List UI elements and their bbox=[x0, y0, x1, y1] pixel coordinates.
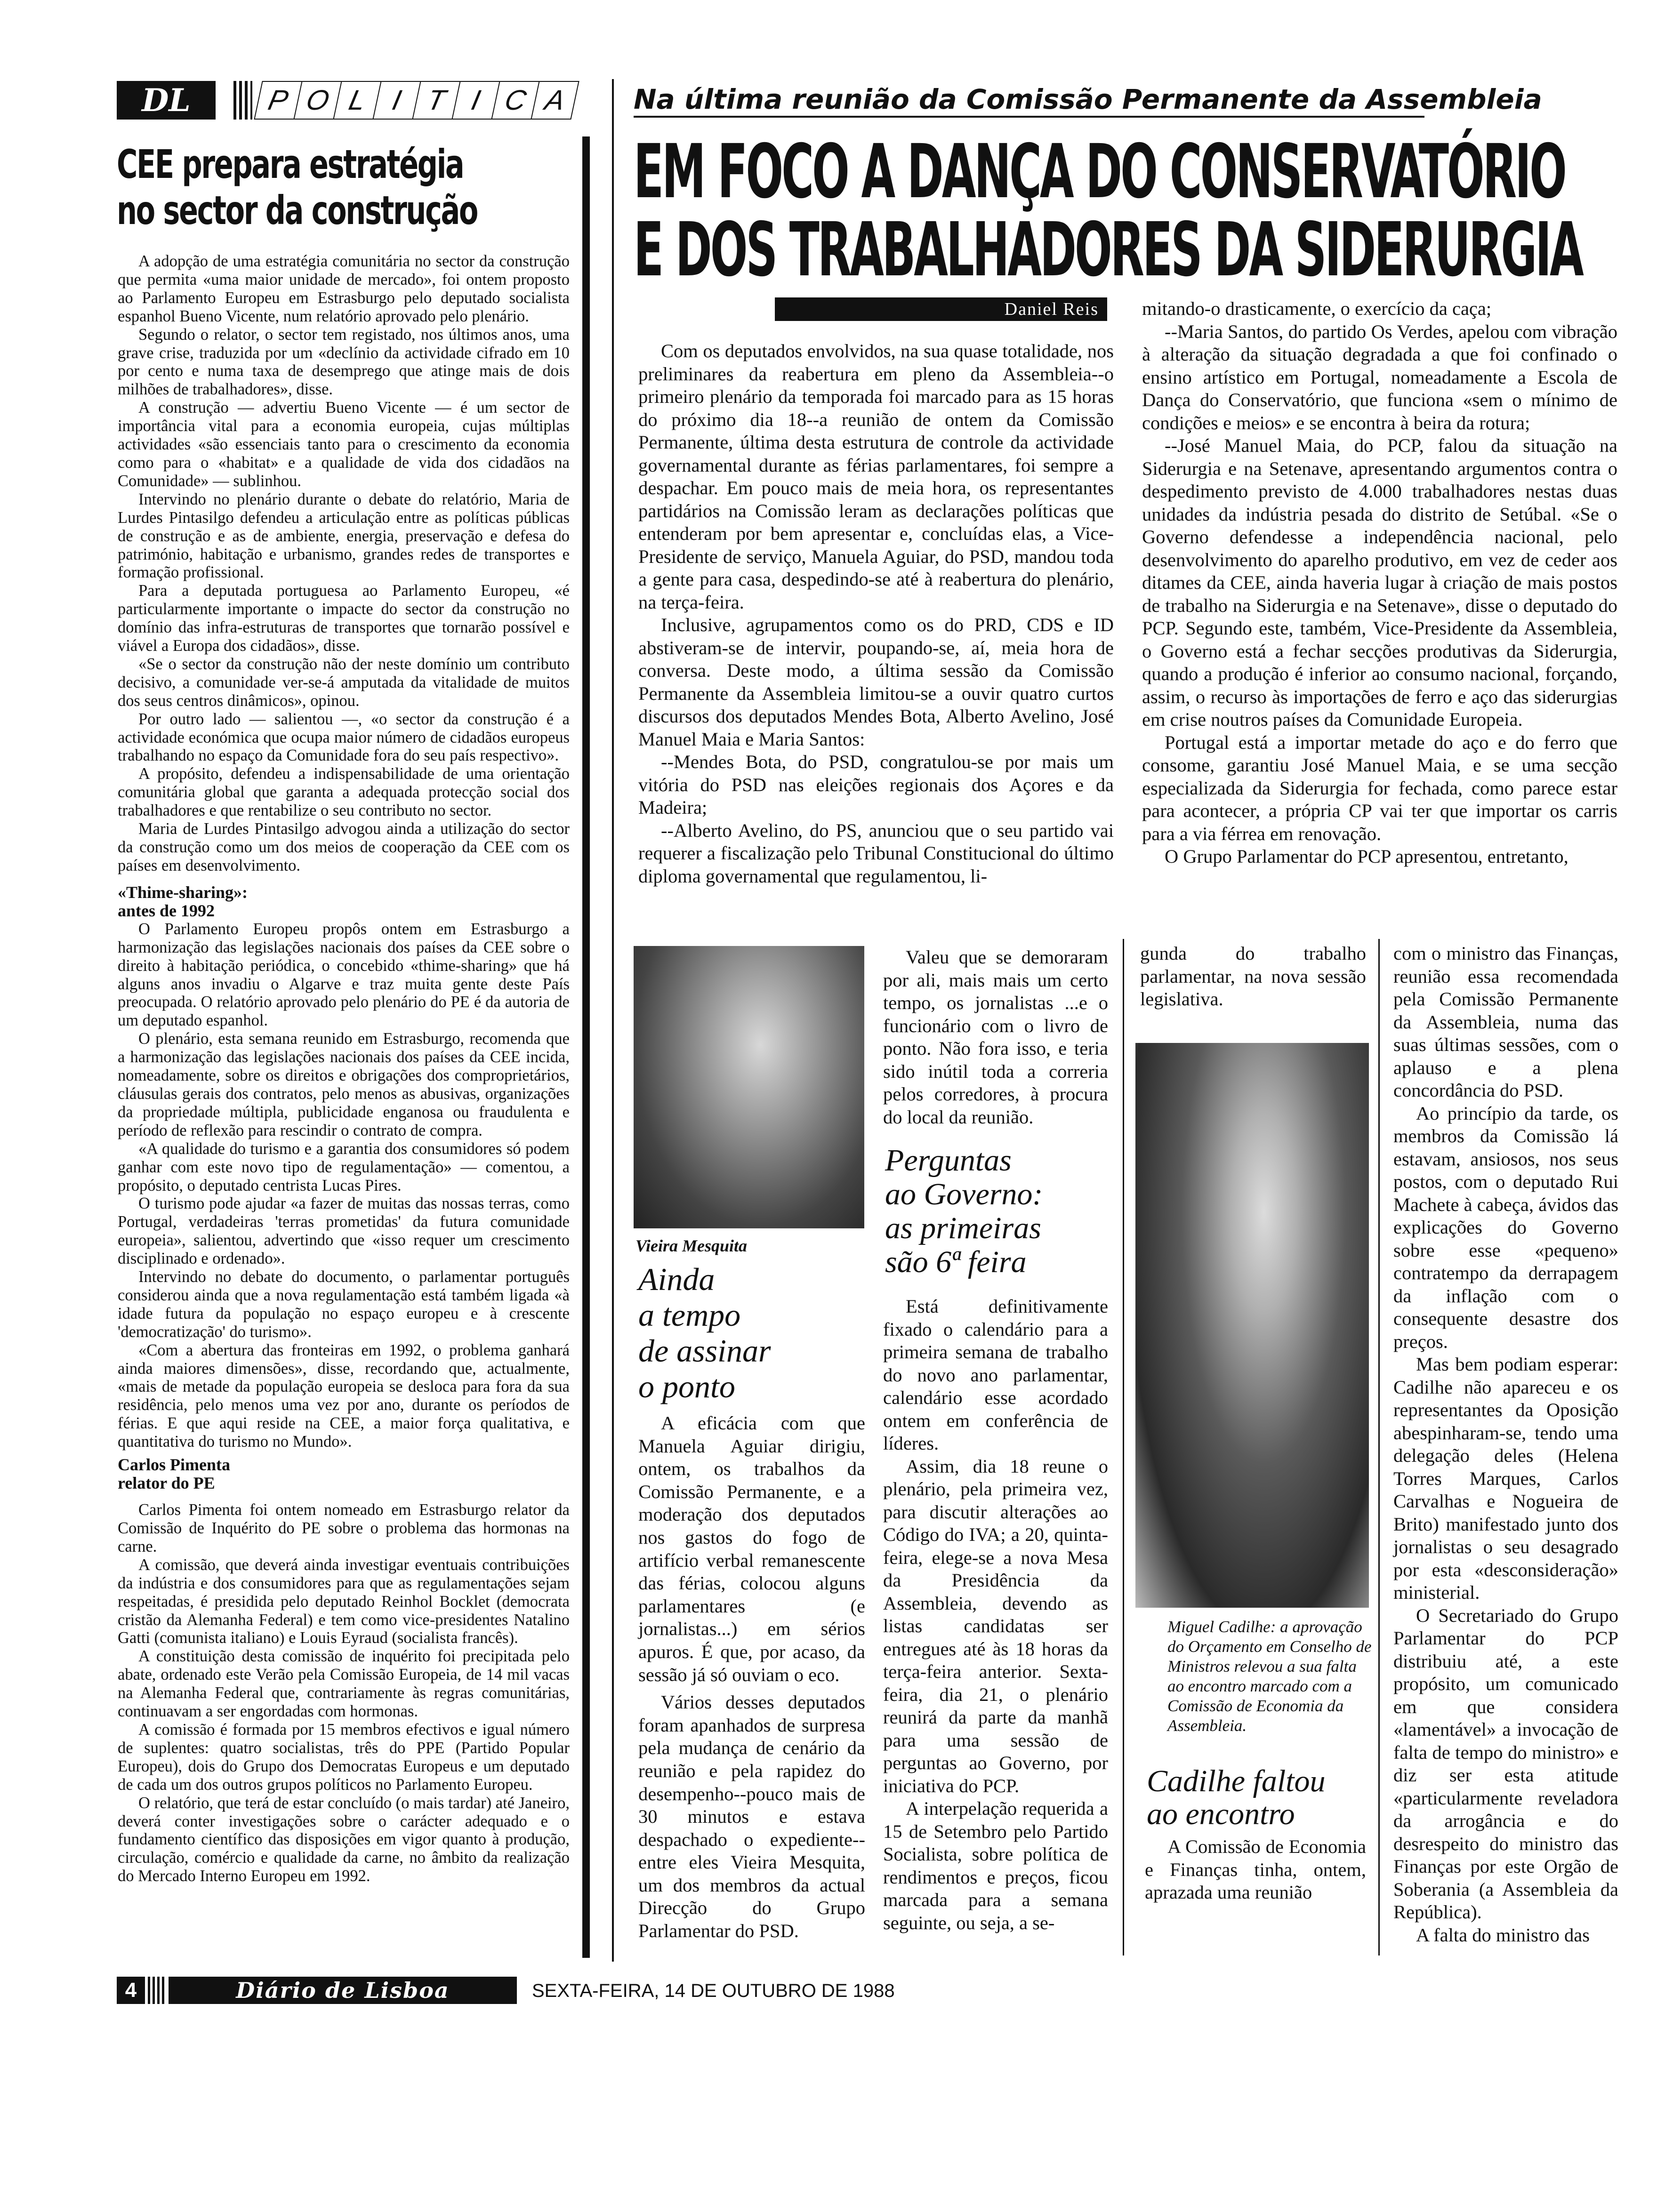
subhead-carlos-pimenta: Carlos Pimenta relator do PE bbox=[118, 1455, 230, 1493]
paragraph: --Alberto Avelino, do PS, anunciou que o seu partido vai requerer a fiscalização pelo Tribunal Constitucional do último diploma governamental que regulamentou, li- bbox=[638, 819, 1114, 887]
sidebar-title-line: as primeiras bbox=[885, 1211, 1041, 1245]
paragraph: --Mendes Bota, do PSD, congratulou-se por mais um vitória do PSD nas eleições regionais dos Açores e da Madeira; bbox=[638, 751, 1114, 818]
paragraph: A construção — advertiu Bueno Vicente — é um sector de importância vital para a economia europeia, cujas múltiplas actividades «são essenciais tanto para o crescimento da economia como para o «habitat» e a qualidade de vida dos cidadãos na Comunidade» — sublinhou. bbox=[118, 399, 570, 490]
sidebar-title-line: são 6ª feira bbox=[885, 1245, 1027, 1279]
paragraph: Intervindo no plenário durante o debate do relatório, Maria de Lurdes Pintasilgo defendeu a articulação entre as políticas públicas de construção e as de ambiente, energia, preservação e defesa do património, habitação e urbanismo, grandes redes de transportes e formação profissional. bbox=[118, 490, 570, 582]
paragraph: «A qualidade do turismo e a garantia dos consumidores só podem ganhar com este novo tipo de regulamentação» — comentou, a propósito, o deputado centrista Lucas Pires. bbox=[118, 1139, 570, 1194]
subhead-thime-sharing: «Thime-sharing»: antes de 1992 bbox=[118, 882, 248, 920]
section-letter: I bbox=[373, 81, 421, 120]
newspaper-name: Diário de Lisboa bbox=[169, 1977, 517, 2004]
section-name bbox=[258, 81, 575, 120]
footer-hatch bbox=[148, 1977, 167, 2004]
paragraph: Assim, dia 18 reune o plenário, pela primeira vez, para discutir alterações ao Código do IVA; a 20, quinta-feira, elege-se a nova Mesa da Presidência da Assembleia, devendo as listas candidatas ser entregues até às 18 horas da terça-feira anterior. Sexta-feira, dia 21, o plenário reunirá da parte da manhã para uma sessão de perguntas ao Governo, por iniciativa do PCP. bbox=[883, 1455, 1108, 1796]
paragraph: Carlos Pimenta foi ontem nomeado em Estrasburgo relator da Comissão de Inquérito do PE sobre o problema das hormonas na carne. bbox=[118, 1501, 570, 1555]
paragraph: Inclusive, agrupamentos como os do PRD, CDS e ID abstiveram-se de intervir, poupando-se, aí, meia hora de conversa. Deste modo, a última sessão da Comissão Permanente da Assembleia limitou-se a ouvir quatro curtos discursos dos deputados Mendes Bota, Alberto Avelino, José Manuel Maia e Maria Santos: bbox=[638, 614, 1114, 750]
column-divider bbox=[582, 136, 590, 1958]
section-letter: P bbox=[254, 81, 302, 120]
headline-line2: E DOS TRABALHADORES DA SIDERURGIA bbox=[634, 207, 1582, 293]
photo1-caption: Vieira Mesquita bbox=[635, 1236, 748, 1255]
photo2-caption: Miguel Cadilhe: a aprovação do Orçamento em Conselho de Ministros relevou a sua falta ao encontro marcado com a Comissão de Economia da Assembleia. bbox=[1167, 1618, 1372, 1735]
paragraph: --José Manuel Maia, do PCP, falou da situação na Siderurgia e na Setenave, apresentando argumentos contra o despedimento previsto de 4.000 trabalhadores nestas duas unidades da indústria pesada do distrito de Setúbal. «Se o Governo defendesse a independência nacional, pelo desenvolvimento do aparelho produtivo, em vez de ceder aos ditames da CEE, ainda haveria lugar à criação de mais postos de trabalho na Siderurgia e na Setenave», disse o deputado do PCP. Segundo este, também, Vice-Presidente da Assembleia, o Governo está a fechar secções produtivas da Siderurgia, quando a produção é inferior ao consumo nacional, forçando, assim, o recurso às importações de ferro e aço das siderurgias em crise noutros países da Comunidade Europeia. bbox=[1142, 435, 1617, 730]
footer bbox=[117, 1977, 1623, 2004]
paragraph: A interpelação requerida a 15 de Setembro pelo Partido Socialista, sobre política de rendimentos e preços, ficou marcada para a semana seguinte, ou seja, a se- bbox=[883, 1798, 1108, 1933]
section-letter: L bbox=[334, 81, 381, 120]
sidebar-title-line: Cadilhe faltou bbox=[1147, 1764, 1326, 1798]
main-left-rule bbox=[612, 79, 614, 1962]
headline-line1: EM FOCO A DANÇA DO CONSERVATÓRIO bbox=[634, 128, 1565, 215]
section-logo: DL bbox=[117, 81, 216, 120]
sidebar-title-line: Perguntas bbox=[885, 1143, 1012, 1178]
sidebar-title-line: Ainda bbox=[638, 1261, 715, 1297]
left-article-title bbox=[117, 141, 486, 233]
paragraph: Intervindo no debate do documento, o parlamentar português considerou ainda que a nova regulamentação está também ligada «à idade futura da população no espaço europeu e à crescente 'democratização' do turismo». bbox=[118, 1268, 570, 1341]
paragraph: «Se o sector da construção não der neste domínio um contributo decisivo, a comunidade ver-se-á amputada da vitalidade de muitos dos seus centros dinâmicos», opinou. bbox=[118, 655, 570, 710]
paragraph: O Grupo Parlamentar do PCP apresentou, entretanto, bbox=[1165, 846, 1569, 867]
left-article-body bbox=[118, 252, 570, 1885]
photo-vieira-mesquita bbox=[634, 946, 864, 1228]
paragraph: Ao princípio da tarde, os membros da Comissão lá estavam, ansiosos, nos seus postos, com o deputado Rui Machete à cabeça, ávidos das explicações do Governo sobre esse «pequeno» contratempo da derrapagem da inflação com o consequente desastre dos preços. bbox=[1393, 1102, 1618, 1352]
sidebar-title-line: ao encontro bbox=[1147, 1797, 1295, 1831]
page-number-box: 4 bbox=[117, 1977, 145, 2004]
sidebar-title-line: de assinar bbox=[638, 1333, 771, 1369]
lower-column-2: Valeu que se demoraram por ali, mais mais um certo tempo, os jornalistas ...e o funcionário com o livro de ponto. Não fora isso, e teria sido inútil toda a correria pelos corredores, à procura do local da reunião. bbox=[883, 946, 1108, 1128]
lower-divider-2 bbox=[1378, 939, 1380, 1956]
section-letter: T bbox=[413, 81, 460, 120]
paragraph: A adopção de uma estratégia comunitária no sector da construção que permita «uma maior unidade de mercado», foi ontem proposto ao Parlamento Europeu em Estrasburgo pelo deputado socialista espanhol Bueno Vicente, num relatório aprovado pelo plenário. bbox=[118, 252, 570, 325]
paragraph: A comissão, que deverá ainda investigar eventuais contribuições da indústria e dos consumidores para que as regulamentações sejam respeitadas, é presidida pelo deputado Reinhol Bocklet (democrata cristão da Alemanha Federal) e tem como vice-presidentes Natalino Gatti (comunista italiano) e Louis Eyraud (socialista francês). bbox=[118, 1555, 570, 1647]
sidebar-title-line: a tempo bbox=[638, 1297, 741, 1333]
paragraph: Está definitivamente fixado o calendário para a primeira semana de trabalho do novo ano parlamentar, calendário esse acordado ontem em conferência de líderes. bbox=[883, 1296, 1108, 1454]
paragraph: Para a deputada portuguesa ao Parlamento Europeu, «é particularmente importante o impacte do sector da construção no domínio das infra-estruturas de transportes que tornarão possível e viável a Europa dos cidadãos», disse. bbox=[118, 582, 570, 655]
paragraph: --Maria Santos, do partido Os Verdes, apelou com vibração à alteração da situação degradada a que foi confinado o ensino artístico em Portugal, nomeadamente a Escola de Dança do Conservatório, que funciona «sem o mínimo de condições e meios» e se encontra à beira da rotura; bbox=[1142, 321, 1617, 433]
sidebar-title-line: ao Governo: bbox=[885, 1177, 1043, 1211]
byline: Daniel Reis bbox=[1004, 299, 1099, 319]
section-header bbox=[117, 79, 569, 121]
paragraph: Segundo o relator, o sector tem registado, nos últimos anos, uma grave crise, traduzida por um «declínio da actividade cifrado em 10 por cento e numa taxa de desemprego que atinge mais de dois milhões de trabalhadores», disse. bbox=[118, 325, 570, 399]
issue-date: SEXTA-FEIRA, 14 DE OUTUBRO DE 1988 bbox=[532, 1980, 895, 2001]
sidebar-title-ponto bbox=[638, 1261, 869, 1404]
byline-bar bbox=[775, 297, 1107, 321]
lower-column-4 bbox=[1393, 942, 1618, 1947]
section-letter: O bbox=[294, 81, 342, 120]
paragraph: O Parlamento Europeu propôs ontem em Estrasburgo a harmonização das legislações nacionais dos países da CEE sobre o direito à habitação periódica, o concebido «thime-sharing» que há alguns anos invadiu o Algarve e traz muita gente deste País preocupada. O relatório aprovado pelo plenário do PE é da autoria de um deputado espanhol. bbox=[118, 920, 570, 1030]
sidebar-text-ponto: A eficácia com que Manuela Aguiar dirigiu, ontem, os trabalhos da Comissão Permanente, e a moderação dos deputados nos gastos do fogo de artifício verbal remanescente das férias, colocou alguns parlamentares (e jornalistas...) em sérios apuros. É que, por acaso, da sessão já só ouviam o eco. Vários desses deputados foram apanhados de surpresa pela mudança de cenário da reunião e pela rapidez do desempenho--pouco mais de 30 minutos e estava despachado o expediente--entre eles Vieira Mesquita, um dos membros da actual Direcção do Grupo Parlamentar do PSD. bbox=[638, 1412, 865, 1942]
section-letter: I bbox=[452, 81, 500, 120]
main-column-b bbox=[1142, 297, 1617, 868]
kicker: Na última reunião da Comissão Permanente da Assembleia bbox=[634, 83, 1424, 118]
sidebar-text-perguntas bbox=[883, 1295, 1108, 1934]
paragraph: A propósito, defendeu a indispensabilidade de uma orientação comunitária global que garanta a adequada protecção social dos trabalhadores e que rentabilize o seu contributo no sector. bbox=[118, 765, 570, 820]
main-column-a bbox=[638, 340, 1114, 888]
headline bbox=[634, 128, 1582, 293]
sidebar-title-perguntas bbox=[885, 1144, 1111, 1279]
paragraph: O plenário, esta semana reunido em Estrasburgo, recomenda que a harmonização das legislações nacionais dos países da CEE incida, nomeadamente, sobre os direitos e obrigações dos comproprietários, cláusulas gerais dos contratos, pelo menos as abusivas, organizações da propriedade múltipla, publicidade enganosa ou fraudulenta e período de reflexão para rescindir o contrato de compra. bbox=[118, 1030, 570, 1139]
sidebar-text-cadilhe: A Comissão de Economia e Finanças tinha, ontem, aprazada uma reunião bbox=[1145, 1836, 1366, 1903]
sidebar-title-line: o ponto bbox=[638, 1369, 735, 1404]
paragraph: Com os deputados envolvidos, na sua quase totalidade, nos preliminares da reabertura em pleno da Assembleia--o primeiro plenário da temporada foi marcado para as 15 horas do próximo dia 18--a reunião de ontem da Comissão Permanente, última desta estrutura de controle da actividade governamental durante as férias parlamentares, foi sempre a despachar. Em pouco mais de meia hora, os representantes partidários na Comissão leram as declarações políticas que entenderam por bem apresentar e, concluídas elas, a Vice-Presidente de serviço, Manuela Aguiar, do PSD, mandou toda a gente para casa, despedindo-se até à reabertura do plenário, na terça-feira. bbox=[638, 340, 1114, 613]
paragraph: A comissão é formada por 15 membros efectivos e igual número de suplentes: quatro socialistas, três do PPE (Partido Popular Europeu), dois do Grupo dos Democratas Europeus e um deputado de cada um dos outros grupos políticos no Parlamento Europeu. bbox=[118, 1720, 570, 1794]
paragraph: Maria de Lurdes Pintasilgo advogou ainda a utilização do sector da construção como um dos meios de cooperação da CEE com os países em desenvolvimento. bbox=[118, 820, 570, 874]
paragraph: «Com a abertura das fronteiras em 1992, o problema ganhará ainda maiores dimensões», disse, recordando que, actualmente, «mais de metade da população europeia se desloca para fora da sua residência, pelo menos uma vez por ano, durante os períodos de férias. E que aqui reside na CEE, a maior força qualitativa, e quantitativa do turismo no Mundo». bbox=[118, 1341, 570, 1451]
paragraph: O relatório, que terá de estar concluído (o mais tardar) até Janeiro, deverá conter investigações sobre o carácter adequado e o fundamento científico das disposições em vigor quanto à produção, circulação, comércio e qualidade da carne, no âmbito da realização do Mercado Interno Europeu em 1992. bbox=[118, 1794, 570, 1885]
paragraph: Portugal está a importar metade do aço e do ferro que consome, garantiu José Manuel Maia, e se uma secção especializada da Siderurgia for fechada, como parece estar para acontecer, a própria CP vai ter que importar os carris para a via férrea em renovação. bbox=[1142, 731, 1617, 844]
paragraph: A constituição desta comissão de inquérito foi precipitada pelo abate, ordenado este Verão pela Comissão Europeia, de 14 mil vacas na Alemanha Federal que, contrariamente às regras comunitárias, continuavam a ser engordadas com hormonas. bbox=[118, 1647, 570, 1721]
photo-miguel-cadilhe bbox=[1135, 1043, 1369, 1608]
left-title-line1: CEE prepara estratégia bbox=[117, 141, 464, 187]
paragraph: mitando-o drasticamente, o exercício da caça; bbox=[1142, 298, 1492, 319]
section-letter: C bbox=[492, 81, 539, 120]
section-letter: A bbox=[531, 81, 579, 120]
paragraph: Mas bem podiam esperar: Cadilhe não apareceu e os representantes da Oposição abespinharam-se, tendo uma delegação deles (Helena Torres Marques, Carlos Carvalhas e Nogueira de Brito) manifestado junto dos jornalistas o seu desagrado por esta «desconsideração» ministerial. bbox=[1393, 1354, 1618, 1603]
lower-divider-1 bbox=[1123, 939, 1124, 1956]
paragraph: com o ministro das Finanças, reunião essa recomendada pela Comissão Permanente da Assembleia, numa das suas últimas sessões, com o aplauso e a plena concordância do PSD. bbox=[1393, 943, 1618, 1101]
left-title-line2: no sector da construção bbox=[117, 187, 478, 233]
lower-column-3: gunda do trabalho parlamentar, na nova sessão legislativa. bbox=[1140, 943, 1366, 1010]
paragraph: A falta do ministro das bbox=[1416, 1924, 1590, 1946]
paragraph: Por outro lado — salientou —, «o sector da construção é a actividade económica que ocupa maior número de cidadãos europeus trabalhando no espaço da Comunidade fora do seu país respectivo». bbox=[118, 710, 570, 765]
hatch-decoration bbox=[233, 81, 252, 120]
paragraph: O turismo pode ajudar «a fazer de muitas das nossas terras, como Portugal, verdadeiras 'terras prometidas' da futura comunidade europeia», salientou, advertindo que «isso requer um crescimento disciplinado e ordenado». bbox=[118, 1194, 570, 1268]
sidebar-title-cadilhe bbox=[1147, 1765, 1373, 1831]
paragraph: O Secretariado do Grupo Parlamentar do PCP distribuiu até, a este propósito, um comunicado em que considera «lamentável» a invocação de falta de tempo do ministro» e diz ser esta atitude «particularmente reveladora da arrogância e do desrespeito do ministro das Finanças por este Orgão de Soberania (a Assembleia da República). bbox=[1393, 1604, 1618, 1923]
